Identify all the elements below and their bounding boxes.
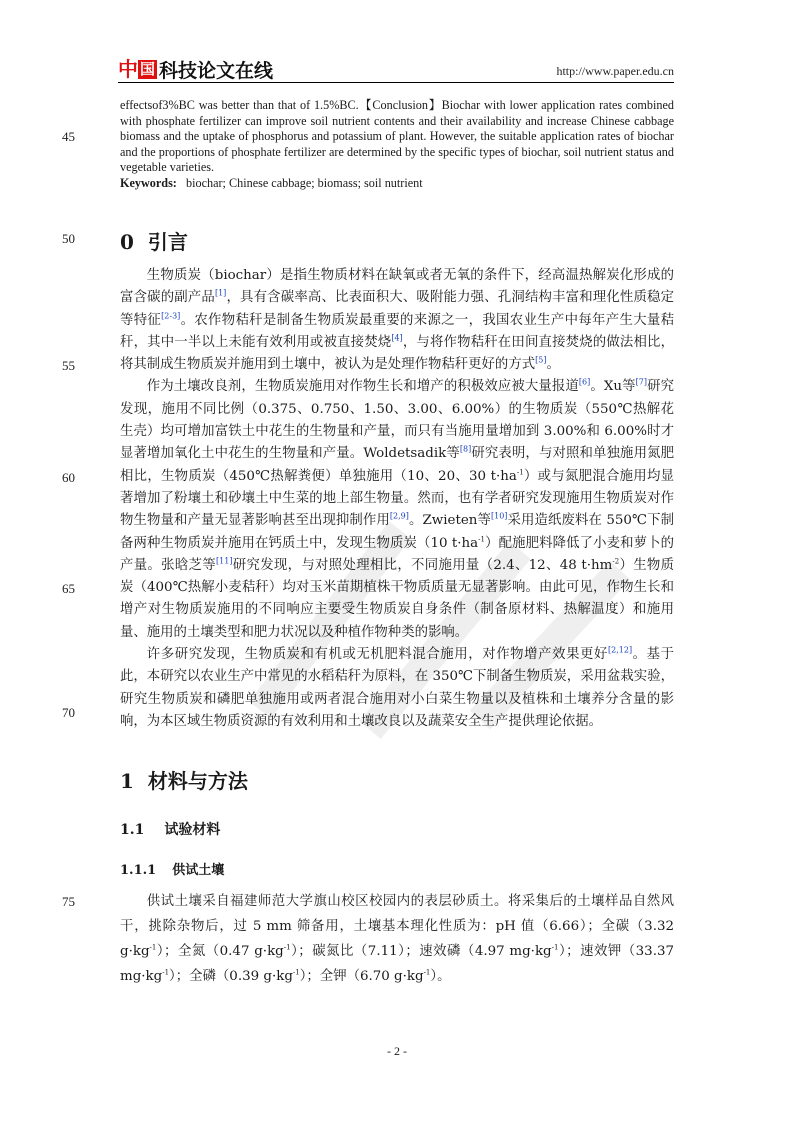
line-number: 50 — [62, 231, 75, 246]
intro-paragraph-1 — [120, 265, 674, 376]
section-heading-methods — [120, 765, 248, 794]
superscript: -1 — [149, 943, 157, 952]
citation[interactable]: [4] — [391, 333, 403, 343]
site-logo — [118, 58, 273, 80]
citation[interactable]: [6] — [578, 378, 591, 388]
soil-body — [120, 889, 674, 989]
line-number: 65 — [62, 581, 75, 596]
intro-body — [120, 265, 674, 733]
superscript: -1 — [551, 943, 559, 952]
text-run: ）。 — [430, 969, 451, 984]
logo-text: 科技论文在线 — [159, 59, 274, 82]
text-run: ）；碳氮比（7.11）；速效磷（4.97 mg·kg — [290, 944, 552, 959]
keywords — [120, 176, 674, 192]
line-number: 60 — [62, 470, 75, 485]
subsection-number: 1.1 — [120, 822, 145, 838]
text-run: ）或与氮肥混合施用均显著增加了粉壤土和砂壤土中生菜的地上部生物量。然而，也有学者研究发现施用生物质炭对作物生物量和产量无显著影响甚至出现抑制作用 — [120, 468, 675, 529]
site-url[interactable]: http://www.paper.edu.cn — [556, 64, 674, 78]
text-run: 。农作物秸秆是制备生物质炭最重要的来源之一，我国农业生产中每年产生大量秸秆，其中一半以上未能有效利用或被直接焚烧 — [120, 312, 675, 350]
text-run: ）生物质炭（400℃热解小麦秸秆）均对玉米苗期植株干物质质量无显著影响。由此可见，作物生长和增产对生物质炭施用的不同响应主要受生物质炭自身条件（制备原材料、热解温度）和施用量、施用的土壤类型和肥力状况以及种植作物种类的影响。 — [120, 557, 675, 640]
citation[interactable]: [5] — [535, 355, 547, 365]
superscript: -2 — [612, 557, 620, 566]
superscript: -1 — [283, 943, 291, 952]
superscript: -1 — [516, 468, 524, 477]
subsubsection-number: 1.1.1 — [120, 863, 157, 878]
text-run: 供试土壤采自福建师范大学旗山校区校园内的表层砂质土。将采集后的土壤样品自然风干，挑除杂物后，过 5 mm 筛备用，土壤基本理化性质为：pH 值（6.66）；全碳（3.32 g·kg — [120, 894, 674, 959]
logo-char-guo: 国 — [139, 59, 155, 78]
section-heading-intro — [120, 226, 188, 255]
superscript: -1 — [162, 968, 170, 977]
text-run: 。Zwieten等 — [408, 513, 491, 529]
abstract-continuation — [120, 98, 674, 192]
text-run: ）；全磷（0.39 g·kg — [169, 969, 293, 984]
section-title: 材料与方法 — [147, 769, 248, 793]
citation[interactable]: [2-3] — [161, 311, 181, 321]
text-run: 作为土壤改良剂，生物质炭施用对作物生长和增产的积极效应被大量报道 — [146, 379, 579, 395]
line-number: 45 — [62, 129, 75, 144]
superscript: -1 — [478, 535, 485, 544]
text-run: 研究发现，与对照处理相比，不同施用量（2.4、12、48 t·hm — [232, 557, 613, 573]
page-header — [118, 58, 674, 83]
citation[interactable]: [2,9] — [389, 511, 409, 521]
text-run: 。基于此，本研究以农业生产中常见的水稻秸秆为原料，在 350℃下制备生物质炭，采用盆栽实验，研究生物质炭和磷肥单独施用或两者混合施用对小白菜生物量以及植株和土壤养分含量的影响，为本区域生物质资源的有效利用和土壤改良以及蔬菜安全生产提供理论依据。 — [120, 647, 675, 729]
superscript: -1 — [423, 968, 431, 977]
citation[interactable]: [1] — [214, 288, 227, 298]
subsubsection-title: 供试土壤 — [172, 863, 225, 878]
text-run: ）；全钾（6.70 g·kg — [299, 969, 424, 984]
text-run: 采用造纸废料在 550℃下制备两种生物质炭并施用在钙质土中，发现生物质炭（10 t·ha — [120, 513, 674, 551]
superscript: -1 — [292, 968, 300, 977]
text-run: ）；全氮（0.47 g·kg — [156, 944, 284, 959]
subsection-heading — [120, 819, 220, 839]
text-run: 。Xu等 — [590, 379, 636, 395]
text-run: 生物质炭（biochar）是指生物质材料在缺氧或者无氧的条件下，经高温热解炭化形成的富含碳的副产品 — [120, 268, 674, 306]
text-run: 研究表明，与对照和单独施用氮肥相比，生物质炭（450℃热解粪便）单独施用（10、20、30 t·ha — [120, 446, 674, 484]
soil-paragraph — [120, 889, 674, 989]
citation[interactable]: [7] — [635, 378, 647, 388]
section-title: 引言 — [147, 230, 188, 254]
subsubsection-heading — [120, 859, 224, 878]
text-run: ）配施肥料降低了小麦和萝卜的产量。张晗芝等 — [120, 535, 675, 573]
line-number: 70 — [62, 705, 75, 720]
text-run: ，具有含碳率高、比表面积大、吸附能力强、孔洞结构丰富和理化性质稳定等特征 — [120, 290, 675, 328]
page-number: - 2 - — [387, 1044, 407, 1058]
text-run: 研究发现，施用不同比例（0.375、0.750、1.50、3.00、6.00%）的生物质炭（550℃热解花生壳）均可增加富铁土中花生的生物量和产量，而只有当施用量增加到 3.00%和 6.00%时才显著增加氧化土中花生的生物量和产量。Woldetsadik等 — [120, 379, 674, 462]
abstract-text: effectsof3%BC was better than that of 1.5%BC.【Conclusion】Biochar with lower application rates combined with phosphate fertilizer can improve soil nutrient contents and their availability and increase Chinese cabbage biomass and the uptake of phosphorus and potassium of plant. However, the suitable application rates of biochar and the proportions of phosphate fertilizer are determined by the specific types of biochar, soil nutrient status and vegetable varieties. — [120, 98, 674, 175]
line-number: 55 — [62, 358, 75, 373]
text-run: ）；速效钾（33.37 mg·kg — [120, 944, 674, 984]
keywords-label: Keywords: — [120, 175, 177, 190]
citation[interactable]: [10] — [491, 511, 508, 521]
logo-char-zhong: 中 — [118, 56, 138, 81]
text-run: ，与将作物秸秆在田间直接焚烧的做法相比，将其制成生物质炭并施用到土壤中，被认为是处理作物秸秆更好的方式 — [120, 334, 674, 373]
line-number: 75 — [62, 894, 75, 909]
text-run: 。 — [546, 357, 560, 373]
subsection-title: 试验材料 — [164, 822, 221, 838]
citation[interactable]: [11] — [216, 556, 233, 566]
section-number: 1 — [120, 769, 134, 793]
intro-paragraph-3 — [120, 644, 674, 733]
section-number: 0 — [120, 230, 134, 254]
text-run: 许多研究发现，生物质炭和有机或无机肥料混合施用，对作物增产效果更好 — [146, 647, 609, 663]
intro-paragraph-2 — [120, 376, 674, 644]
citation[interactable]: [2,12] — [608, 645, 633, 655]
citation[interactable]: [8] — [459, 444, 472, 454]
keywords-list: biochar; Chinese cabbage; biomass; soil nutrient — [186, 175, 423, 190]
